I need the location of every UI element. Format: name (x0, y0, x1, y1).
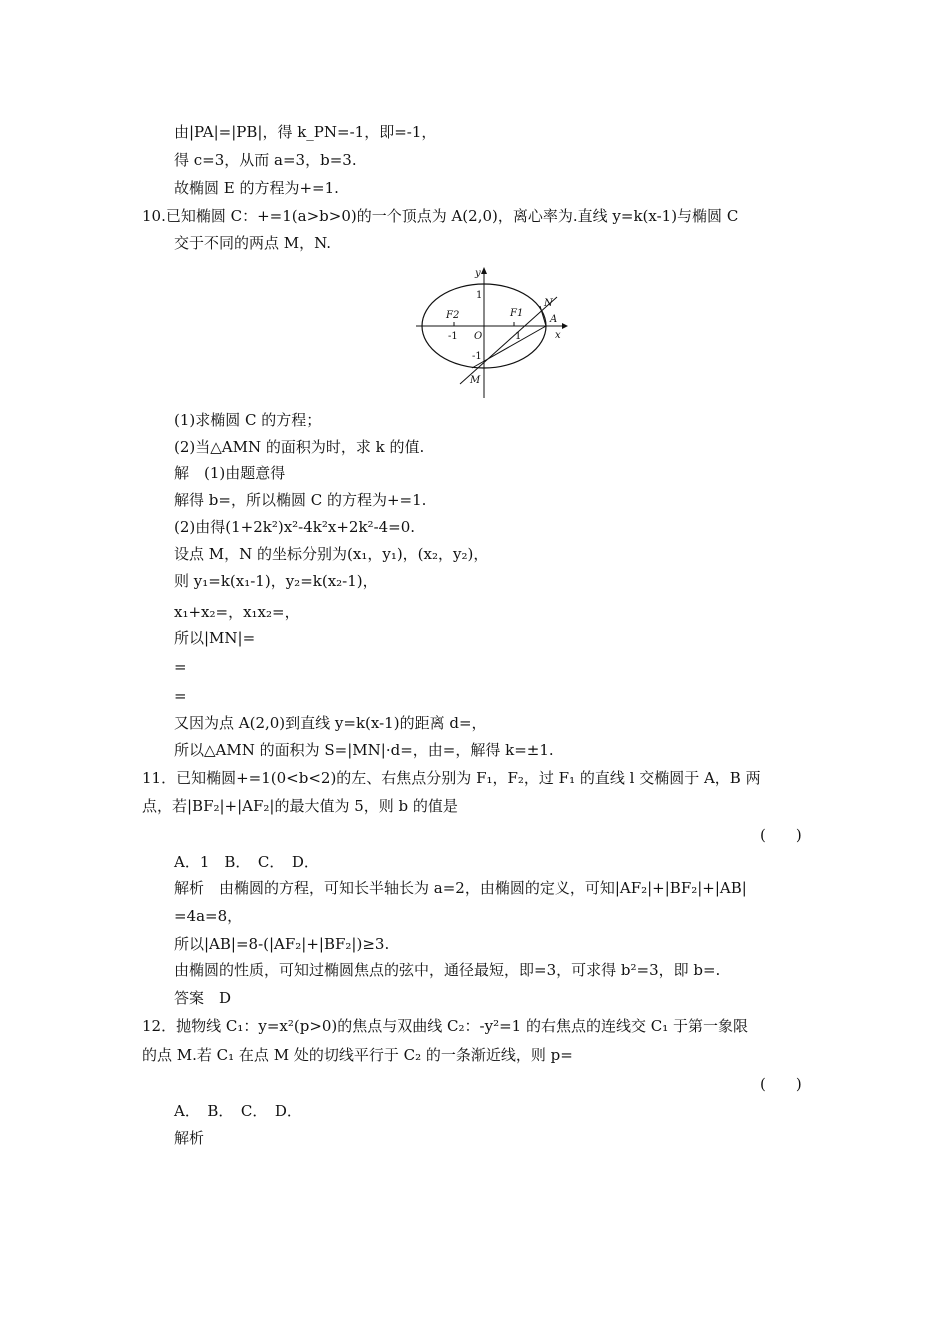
line-solution-6: x₁+x₂=，x₁x₂=， (174, 603, 300, 621)
question-12-options: A． B． C． D． (174, 1102, 302, 1120)
line-2: 得 c=3，从而 a=3，b=3. (174, 151, 357, 169)
line-3: 故椭圆 E 的方程为+=1. (174, 179, 339, 197)
line-solution-5: 则 y₁=k(x₁-1)，y₂=k(x₂-1)， (174, 572, 378, 590)
question-12-line-2: 的点 M.若 C₁ 在点 M 处的切线平行于 C₂ 的一条渐近线，则 p= (142, 1046, 573, 1064)
analysis-11-line-2: =4a=8， (174, 907, 243, 925)
line-solution-11: 所以△AMN 的面积为 S=|MN|·d=，由=，解得 k=±1. (174, 741, 554, 759)
question-10-line-1: 10.已知椭圆 C：+=1(a>b>0)的一个顶点为 A(2,0)，离心率为.直线 y=k(x-1)与椭圆 C (142, 207, 739, 225)
line-solution-2: 解得 b=，所以椭圆 C 的方程为+=1. (174, 491, 427, 509)
label-a: A (550, 314, 558, 325)
line-solution-8: = (174, 658, 187, 676)
question-10-line-2: 交于不同的两点 M，N. (174, 234, 332, 252)
answer-11: 答案 D (174, 989, 232, 1007)
answer-paren-11: ( ) (760, 826, 802, 844)
label-one-top: 1 (476, 290, 483, 301)
label-one-right: 1 (515, 331, 522, 342)
line-q10-part2: (2)当△AMN 的面积为时，求 k 的值. (174, 438, 425, 456)
label-m: M (470, 375, 481, 386)
question-11-line-1: 11．已知椭圆+=1(0<b<2)的左、右焦点分别为 F₁，F₂，过 F₁ 的直线 l 交椭圆于 A，B 两 (142, 769, 761, 787)
label-y: y (475, 268, 481, 279)
y-axis-arrow (481, 267, 487, 274)
label-f1: F1 (510, 308, 524, 319)
x-axis-arrow (562, 323, 568, 329)
label-neg-one-bottom: -1 (472, 351, 482, 362)
segment-m-a (472, 326, 546, 368)
ellipse-figure (412, 262, 572, 402)
line-solution-9: = (174, 687, 187, 705)
question-11-line-2: 点，若|BF₂|+|AF₂|的最大值为 5，则 b 的值是 (142, 797, 458, 815)
analysis-12-label: 解析 (174, 1129, 205, 1147)
line-solution-7: 所以|MN|= (174, 629, 256, 647)
answer-paren-12: ( ) (760, 1075, 802, 1093)
label-neg-one-left: -1 (448, 331, 458, 342)
label-o: O (474, 331, 483, 342)
label-x: x (555, 330, 561, 341)
line-solution-4: 设点 M，N 的坐标分别为(x₁，y₁)，(x₂，y₂)， (174, 545, 489, 563)
line-q10-part1: (1)求椭圆 C 的方程； (174, 411, 322, 429)
label-f2: F2 (446, 310, 460, 321)
analysis-11-line-1: 解析 由椭圆的方程，可知长半轴长为 a=2，由椭圆的定义，可知|AF₂|+|BF₂|+|AB| (174, 879, 747, 897)
line-1: 由|PA|=|PB|，得 k_PN=-1，即=-1， (174, 123, 437, 141)
label-n: N (544, 298, 553, 309)
line-solution-10: 又因为点 A(2,0)到直线 y=k(x-1)的距离 d=， (174, 714, 487, 732)
question-12-line-1: 12．抛物线 C₁：y=x²(p>0)的焦点与双曲线 C₂：-y²=1 的右焦点的连线交 C₁ 于第一象限 (142, 1017, 749, 1035)
line-solution-1: 解 (1)由题意得 (174, 464, 286, 482)
analysis-11-line-4: 由椭圆的性质，可知过椭圆焦点的弦中，通径最短，即=3，可求得 b²=3，即 b=. (174, 961, 721, 979)
question-11-options: A．1 B． C． D． (174, 853, 319, 871)
line-solution-3: (2)由得(1+2k²)x²-4k²x+2k²-4=0. (174, 518, 416, 536)
analysis-11-line-3: 所以|AB|=8-(|AF₂|+|BF₂|)≥3. (174, 935, 390, 953)
